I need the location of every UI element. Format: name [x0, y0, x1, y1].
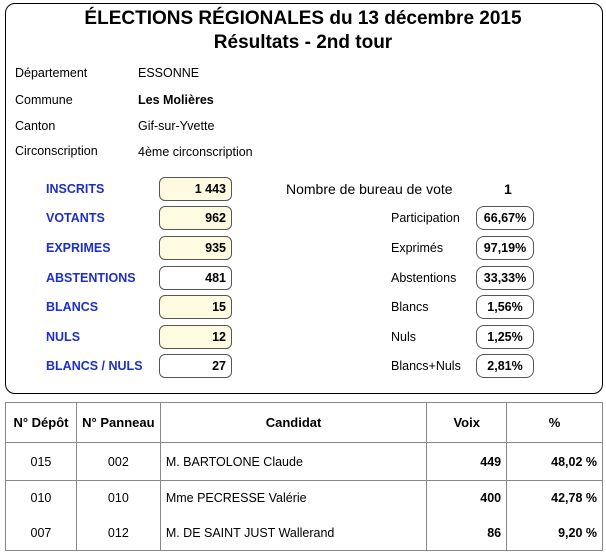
cell-panneau: 002 — [76, 443, 160, 481]
abstentions-label: ABSTENTIONS — [46, 271, 136, 285]
results-table — [5, 402, 603, 551]
nuls-value: 12 — [159, 325, 232, 349]
bureau-value: 1 — [504, 181, 512, 197]
circonscription-label: Circonscription — [15, 144, 98, 158]
header-panneau: N° Panneau — [76, 403, 160, 443]
cell-candidat: M. BARTOLONE Claude — [160, 443, 426, 481]
cell-panneau: 010 — [76, 481, 160, 516]
cell-pct: 42,78 % — [507, 481, 603, 516]
header-voix: Voix — [427, 403, 507, 443]
nuls-pct-value: 1,25% — [476, 325, 534, 349]
exprimes-pct-value: 97,19% — [476, 236, 534, 260]
canton-value: Gif-sur-Yvette — [138, 119, 215, 133]
inscrits-value: 1 443 — [159, 177, 232, 201]
table-row — [6, 516, 603, 551]
circonscription-value: 4ème circonscription — [138, 145, 253, 159]
departement-label: Département — [15, 66, 88, 80]
abstentions-pct-label: Abstentions — [391, 271, 457, 285]
cell-depot: 015 — [6, 443, 77, 481]
canton-label: Canton — [15, 119, 56, 133]
cell-panneau: 012 — [76, 516, 160, 551]
blancs-value: 15 — [159, 295, 232, 319]
blancs-nuls-value: 27 — [159, 354, 232, 378]
abstentions-value: 481 — [159, 266, 232, 290]
blancs-pct-value: 1,56% — [476, 295, 534, 319]
blancs-nuls-pct-label: Blancs+Nuls — [391, 359, 461, 373]
cell-candidat: Mme PECRESSE Valérie — [160, 481, 426, 516]
nuls-pct-label: Nuls — [391, 330, 417, 344]
nuls-label: NULS — [46, 330, 81, 344]
inscrits-label: INSCRITS — [46, 182, 105, 196]
header-pct: % — [507, 403, 603, 443]
cell-voix: 86 — [427, 516, 507, 551]
cell-pct: 48,02 % — [507, 443, 603, 481]
exprimes-pct-label: Exprimés — [391, 241, 444, 255]
cell-candidat: M. DE SAINT JUST Wallerand — [160, 516, 426, 551]
participation-value: 66,67% — [476, 206, 534, 230]
cell-voix: 449 — [427, 443, 507, 481]
blancs-pct-label: Blancs — [391, 300, 429, 314]
blancs-label: BLANCS — [46, 300, 99, 314]
departement-value: ESSONNE — [138, 66, 200, 80]
header-depot: N° Dépôt — [6, 403, 77, 443]
header-candidat: Candidat — [160, 403, 426, 443]
commune-label: Commune — [15, 93, 73, 107]
page-subtitle: Résultats - 2nd tour — [213, 32, 393, 53]
page-title: ÉLECTIONS RÉGIONALES du 13 décembre 2015 — [84, 8, 522, 29]
cell-depot: 010 — [6, 481, 77, 516]
commune-value: Les Molières — [138, 93, 214, 107]
table-header-row — [6, 403, 603, 443]
abstentions-pct-value: 33,33% — [476, 266, 534, 290]
cell-pct: 9,20 % — [507, 516, 603, 551]
cell-voix: 400 — [427, 481, 507, 516]
votants-value: 962 — [159, 206, 232, 230]
exprimes-value: 935 — [159, 236, 232, 260]
bureau-label: Nombre de bureau de vote — [286, 181, 453, 197]
cell-depot: 007 — [6, 516, 77, 551]
table-row — [6, 443, 603, 481]
blancs-nuls-pct-value: 2,81% — [476, 354, 534, 378]
table-row — [6, 481, 603, 516]
participation-label: Participation — [391, 211, 460, 225]
votants-label: VOTANTS — [46, 211, 105, 225]
exprimes-label: EXPRIMES — [46, 241, 111, 255]
blancs-nuls-label: BLANCS / NULS — [46, 359, 143, 373]
